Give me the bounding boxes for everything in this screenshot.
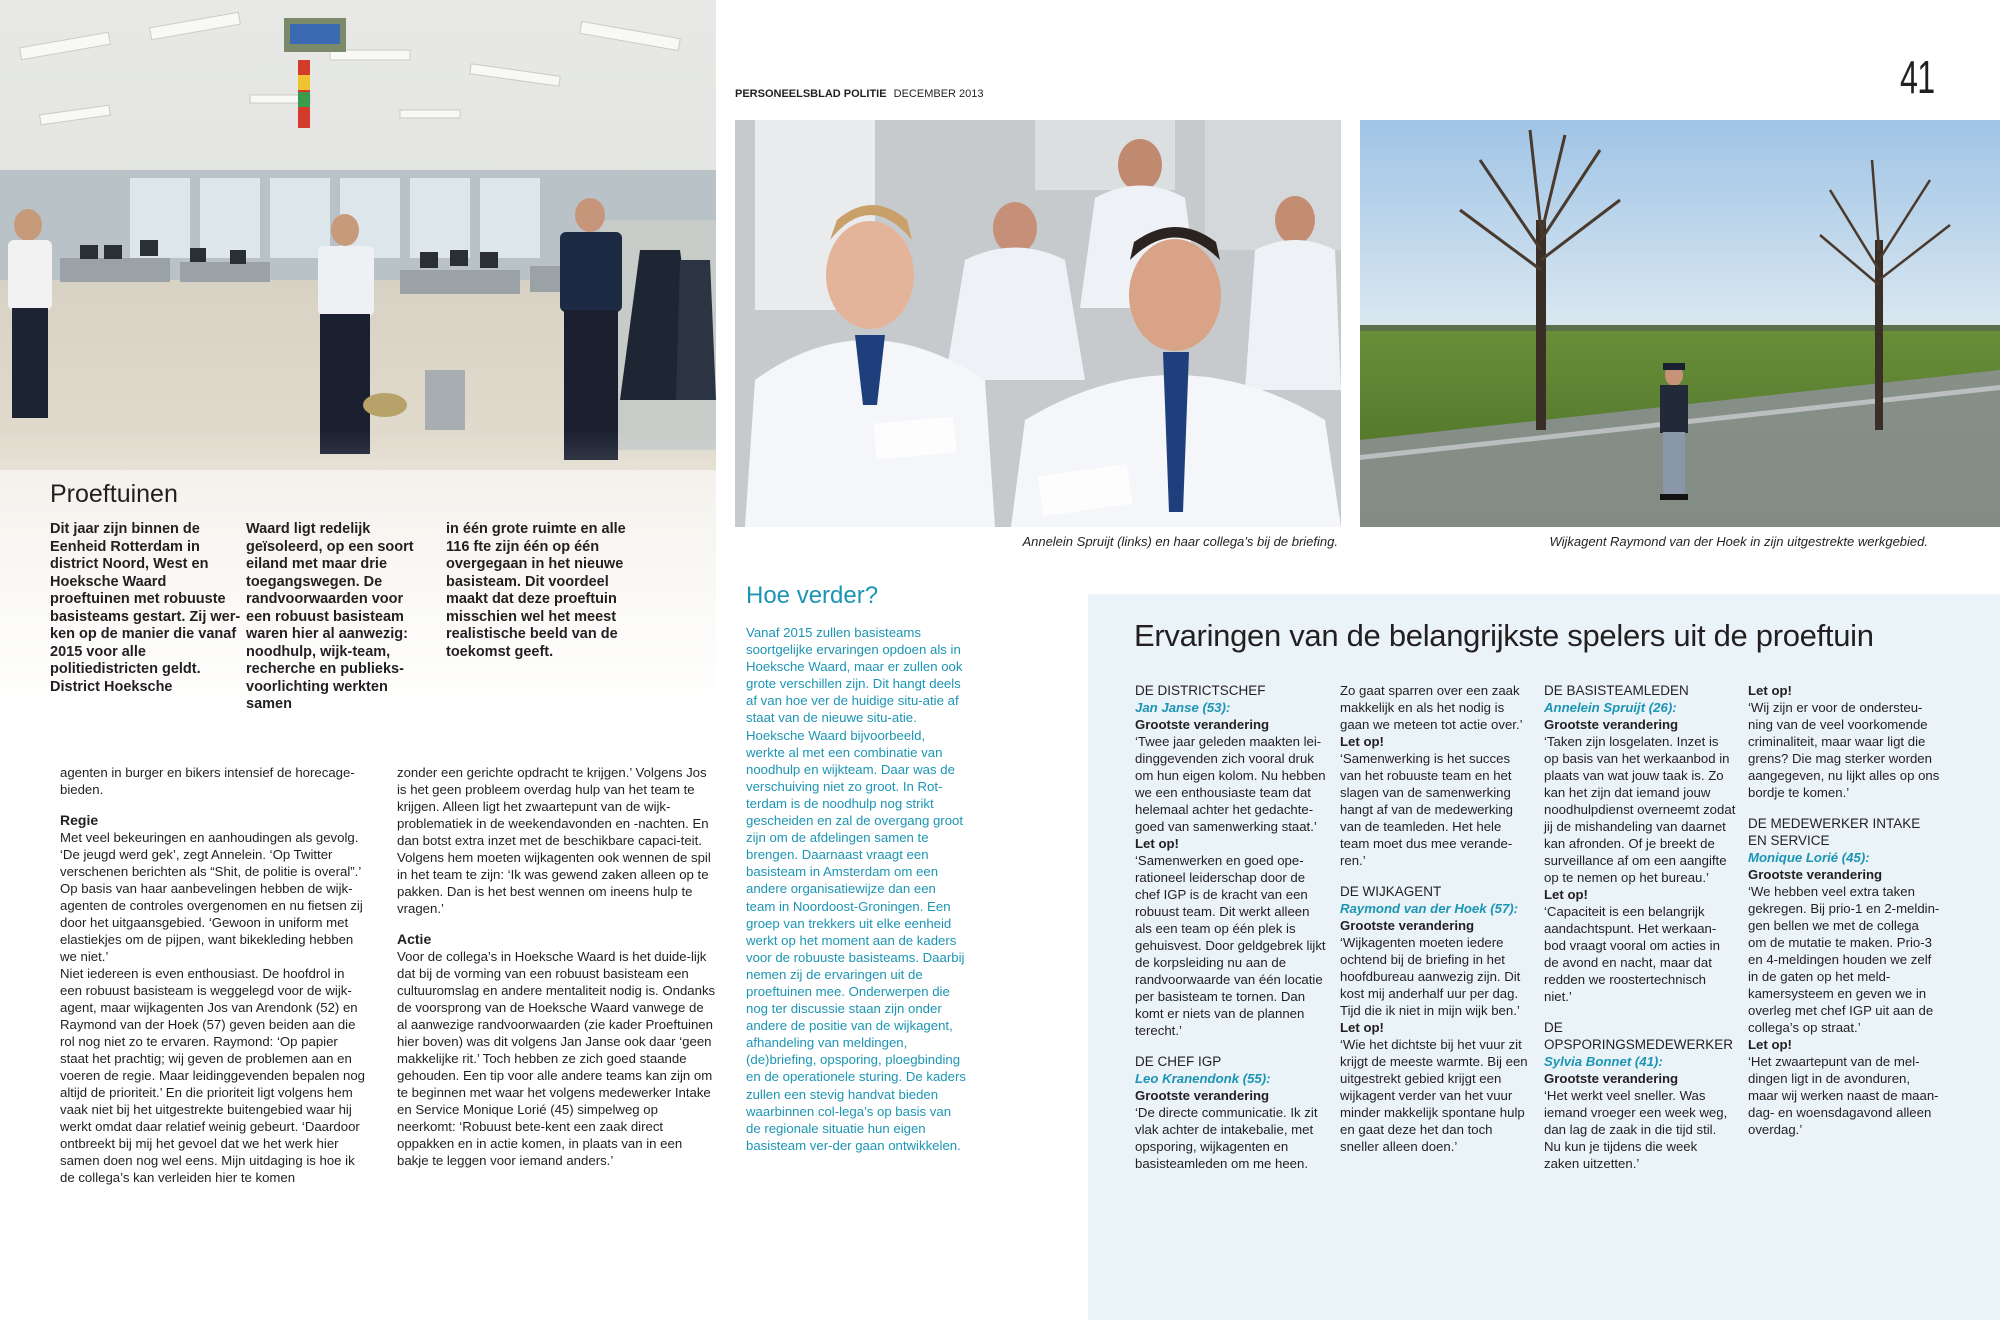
- article-col-1: [60, 764, 370, 1186]
- photo-officer-in-field: [1360, 120, 2000, 527]
- issue-date: DECEMBER 2013: [893, 88, 984, 100]
- name-jan-janse: Jan Janse (53):: [1135, 700, 1231, 715]
- quote-text: ‘Wijkagenten moeten iedere ochtend bij de briefing in het hoofdbureau aanwezig zijn. Dit kost mij anderhalf uur per dag. Tijd die ik niet in mijn wijk ben.’: [1340, 935, 1521, 1018]
- proeftuinen-col-3-text: in één grote ruimte en alle 116 fte zijn één op één overgegaan in het nieuwe basisteam. Dit voordeel maakt dat deze proeftuin misschien wel het meest realistische beeld van de toekomst geeft.: [446, 521, 626, 660]
- ervaringen-col-1: [1135, 682, 1327, 1172]
- proeftuinen-col-1-text: Dit jaar zijn binnen de Eenheid Rotterdam in district Noord, West en Hoeksche Waard proeftuinen met robuuste basisteams gestart. Zij wer-ken op de manier die vanaf 2015 voor alle politiedistricten geldt. District Hoeksche: [50, 521, 241, 695]
- quote-text: ‘Samenwerken en goed ope-rationeel leiderschap door de chef IGP is de kracht van een robuust team. Dit werkt alleen als een team op één plek is gehuisvest. Door geldgebrek lijkt de korpsleiding nu aan de randvoorwaarde van één locatie per basisteam te tornen. Dan komt er niets van de plannen terecht.’: [1135, 853, 1326, 1038]
- label-grootste-verandering: Grootste verandering: [1544, 1071, 1679, 1086]
- name-raymond-van-der-hoek: Raymond van der Hoek (57):: [1340, 901, 1519, 916]
- magazine-header: [735, 88, 984, 100]
- article-col-2: [397, 764, 717, 1169]
- proeftuinen-title: Proeftuinen: [50, 480, 178, 508]
- label-let-op: Let op!: [1135, 836, 1179, 851]
- article-col-1-text: Met veel bekeuringen en aanhoudingen als gevolg. ‘De jeugd werd gek’, zegt Annelein. ‘Op Twitter verschenen berichten als “Shit, de politie is overal”.’ Op basis van haar aanbevelingen hebben de wijk-agenten de controles overgenomen en nu fietsen zij door het uitgaansgebied. ‘Gewoon in uniform met elastiekjes om de pijpen, want bikekleding hebben we niet.’: [60, 830, 363, 964]
- article-col-2-text: zonder een gerichte opdracht te krijgen.’ Volgens Jos is het geen probleem overdag hulp van het team te krijgen. Alleen ligt het zwaartepunt van de wijk-problematiek in de weekendavonden en -nachten. En dan botst extra inzet met de beschikbare capaci-teit. Volgens hem moeten wijkagenten ook wennen de spil in het team te zijn: ‘Ik was gewend zaken alleen op te pakken. Dan is het best wennen om ineens hulp te vragen.’: [397, 765, 711, 916]
- label-grootste-verandering: Grootste verandering: [1135, 1088, 1270, 1103]
- label-let-op: Let op!: [1340, 734, 1384, 749]
- article-col-1-intro: agenten in burger en bikers intensief de horecage-bieden.: [60, 765, 355, 797]
- ervaringen-col-2: [1340, 682, 1532, 1155]
- heading-actie: Actie: [397, 931, 432, 947]
- quote-text: ‘Wie het dichtste bij het vuur zit krijgt de meeste warmte. Bij een uitgestrekt gebied krijgt een wijkagent verder van het vuur minder makkelijk spontane hulp en gaat deze het dan toch sneller alleen doen.’: [1340, 1037, 1528, 1154]
- ervaringen-title: Ervaringen van de belangrijkste spelers uit de proeftuin: [1134, 618, 1874, 653]
- quote-text: ‘Het werkt veel sneller. Was iemand vroeger een week weg, dan lag de zaak in die tijd stil. Nu kun je tijdens die week zaken uitzetten.’: [1544, 1088, 1728, 1171]
- proeftuinen-col-2: [246, 521, 428, 714]
- quote-text: ‘Samenwerking is het succes van het robuuste team en het slagen van de samenwerking hangt af van de medewerking van de teamleden. Het hele team moet dus mee verande-ren.’: [1340, 751, 1514, 868]
- label-let-op: Let op!: [1544, 887, 1588, 902]
- label-grootste-verandering: Grootste verandering: [1748, 867, 1883, 882]
- article-col-2-text-2: Voor de collega’s in Hoeksche Waard is het duide-lijk dat bij de vorming van een robuust basisteam een cultuuromslag en andere mentaliteit nodig is. Ondanks de voorsprong van de Hoeksche Waard vanwege de al aanwezige randvoorwaarden (zie kader Proeftuinen hier boven) was dit volgens Jan Janse ook daar ‘geen makkelijke rit.’ Toch hebben ze zich goed staande gehouden. Een tip voor alle andere teams kan zijn om te beginnen met waar het volgens medewerker Intake en Service Monique Lorié (45) simpelweg op neerkomt: ‘Robuust bete-kent een zaak direct oppakken en in actie komen, in plaats van in een bakje te leggen voor iemand anders.’: [397, 949, 716, 1168]
- label-grootste-verandering: Grootste verandering: [1135, 717, 1270, 732]
- quote-text: ‘Taken zijn losgelaten. Inzet is op basis van het werkaanbod in plaats van wat jouw taak is. Zo kan het zijn dat iemand jouw noodhulpdienst overneemt zodat jij de mishandeling van daarnet kan afronden. Of je breekt de surveillance af om een aangifte op te nemen op het bureau.’: [1544, 734, 1736, 885]
- magazine-name: PERSONEELSBLAD POLITIE: [735, 88, 887, 100]
- quote-text: ‘Twee jaar geleden maakten lei-dinggevenden zich vooral druk om hun eigen kolom. Nu hebben we een enthousiaste team dat helemaal achter het gedachte-goed van samenwerking staat.’: [1135, 734, 1326, 834]
- proeftuinen-col-1: [50, 521, 250, 696]
- quote-text: Zo gaat sparren over een zaak makkelijk en als het nodig is gaan we meteen tot actie over.’: [1340, 683, 1523, 732]
- quote-text: ‘Het zwaartepunt van de mel-dingen ligt in de avonduren, maar wij werken naast de maan-dag- en woensdagavond alleen overdag.’: [1748, 1054, 1939, 1137]
- briefing-photo: [735, 120, 1341, 527]
- label-grootste-verandering: Grootste verandering: [1340, 918, 1475, 933]
- role-basisteamleden: DE BASISTEAMLEDEN: [1544, 683, 1689, 698]
- photo-briefing-officers: [735, 120, 1341, 527]
- hoe-verder-title: Hoe verder?: [746, 582, 879, 609]
- label-let-op: Let op!: [1748, 1037, 1792, 1052]
- quote-text: ‘De directe communicatie. Ik zit vlak achter de intakebalie, met opsporing, wijkagenten en basisteamleden om me heen.: [1135, 1105, 1318, 1171]
- heading-regie: Regie: [60, 812, 99, 828]
- role-medewerker-intake: DE MEDEWERKER INTAKE EN SERVICE: [1748, 816, 1921, 848]
- name-sylvia-bonnet: Sylvia Bonnet (41):: [1544, 1054, 1663, 1069]
- quote-text: ‘Wij zijn er voor de ondersteu-ning van de veel voorkomende criminaliteit, maar waar ligt die grens? Die mag sterker worden aangegeven, nu lijkt alles op ons bordje te komen.’: [1748, 700, 1940, 800]
- hoe-verder-paragraph: Vanaf 2015 zullen basisteams soortgelijke ervaringen opdoen als in Hoeksche Waard, maar er zullen ook grote verschillen zijn. Dit hangt deels af van hoe ver de huidige situ-atie af staat van de nieuwe situ-atie. Hoeksche Waard bijvoorbeeld, werkte al met een combinatie van noodhulp en wijkteam. Daar was de verschuiving niet zo groot. In Rot-terdam is de noodhulp nog strikt gescheiden en zal de overgang groot zijn om de afdelingen samen te brengen. Daarnaast vraagt een basisteam in Amsterdam om een andere organisatiewijze dan een team in Noordoost-Groningen. Een groep van trekkers uit elke eenheid werkt op het moment aan de kaders voor de robuuste basisteams. Daarbij nemen zij de ervaringen uit de proeftuinen mee. Onderwerpen die nog ter discussie staan zijn onder andere de positie van de wijkagent, afhandeling van meldingen, (de)briefing, opsporing, ploegbinding en de operationele sturing. De kaders zullen een stevig handvat bieden waarbinnen col-lega’s op basis van de regionale situatie hun eigen basisteam ver-der gaan ontwikkelen.: [746, 625, 966, 1153]
- ervaringen-col-4: [1748, 682, 1940, 1138]
- field-photo: [1360, 120, 2000, 527]
- field-caption: Wijkagent Raymond van der Hoek in zijn uitgestrekte werkgebied.: [1549, 534, 1928, 549]
- role-opsporingsmedewerker: DE OPSPORINGSMEDEWERKER: [1544, 1020, 1734, 1052]
- label-grootste-verandering: Grootste verandering: [1544, 717, 1679, 732]
- role-districtschef: DE DISTRICTSCHEF: [1135, 683, 1266, 698]
- proeftuinen-col-3: [446, 521, 630, 661]
- label-let-op: Let op!: [1748, 683, 1792, 698]
- role-chef-igp: DE CHEF IGP: [1135, 1054, 1222, 1069]
- page-number: 41: [1900, 51, 1935, 103]
- hoe-verder-text: [746, 624, 966, 1154]
- quote-text: ‘Capaciteit is een belangrijk aandachtspunt. Het werkaan-bod vraagt vooral om acties in de avond en nacht, maar dat redden we roostertechnisch niet.’: [1544, 904, 1720, 1004]
- proeftuinen-col-2-text: Waard ligt redelijk geïsoleerd, op een soort eiland met maar drie toegangswegen. De randvoorwaarden voor een robuust basisteam waren hier al aanwezig: noodhulp, wijk-team, recherche en publieks-voorlichting werkten samen: [246, 521, 414, 712]
- name-monique-lorie: Monique Lorié (45):: [1748, 850, 1870, 865]
- ervaringen-col-3: [1544, 682, 1736, 1172]
- name-annelein-spruijt: Annelein Spruijt (26):: [1544, 700, 1677, 715]
- quote-text: ‘We hebben veel extra taken gekregen. Bij prio-1 en 2-meldin-gen bellen we met de collega om de mutatie te maken. Prio-3 en 4-meldingen houden we zelf in de gaten op het meld-kamersysteem en geven we in overleg met chef IGP uit aan de collega’s op straat.’: [1748, 884, 1940, 1035]
- role-wijkagent: DE WIJKAGENT: [1340, 884, 1442, 899]
- briefing-caption: Annelein Spruijt (links) en haar collega’s bij de briefing.: [1022, 534, 1338, 549]
- label-let-op: Let op!: [1340, 1020, 1384, 1035]
- name-leo-kranendonk: Leo Kranendonk (55):: [1135, 1071, 1271, 1086]
- article-col-1-text-2: Niet iedereen is even enthousiast. De hoofdrol in een robuust basisteam is weggelegd voor de wijk-agent, maar wijkagenten Jos van Arendonk (52) en Raymond van der Hoek (57) geven beiden aan die rol nog niet zo te ervaren. Raymond: ‘Op papier staat het prachtig; wij geven de problemen aan en voeren de regie. Maar leidinggevenden bepalen nog altijd de prioriteit.’ En die prioriteit ligt volgens hem vaak niet bij het uitgestrekte buitengebied waar hij werkt omdat daar relatief weinig gebeurt. ‘Daardoor ontbreekt bij mij het gevoel dat we het werk hier samen doen nog wel eens. Mijn uitdaging is hoe ik de collega’s kan verleiden hier te komen: [60, 966, 366, 1185]
